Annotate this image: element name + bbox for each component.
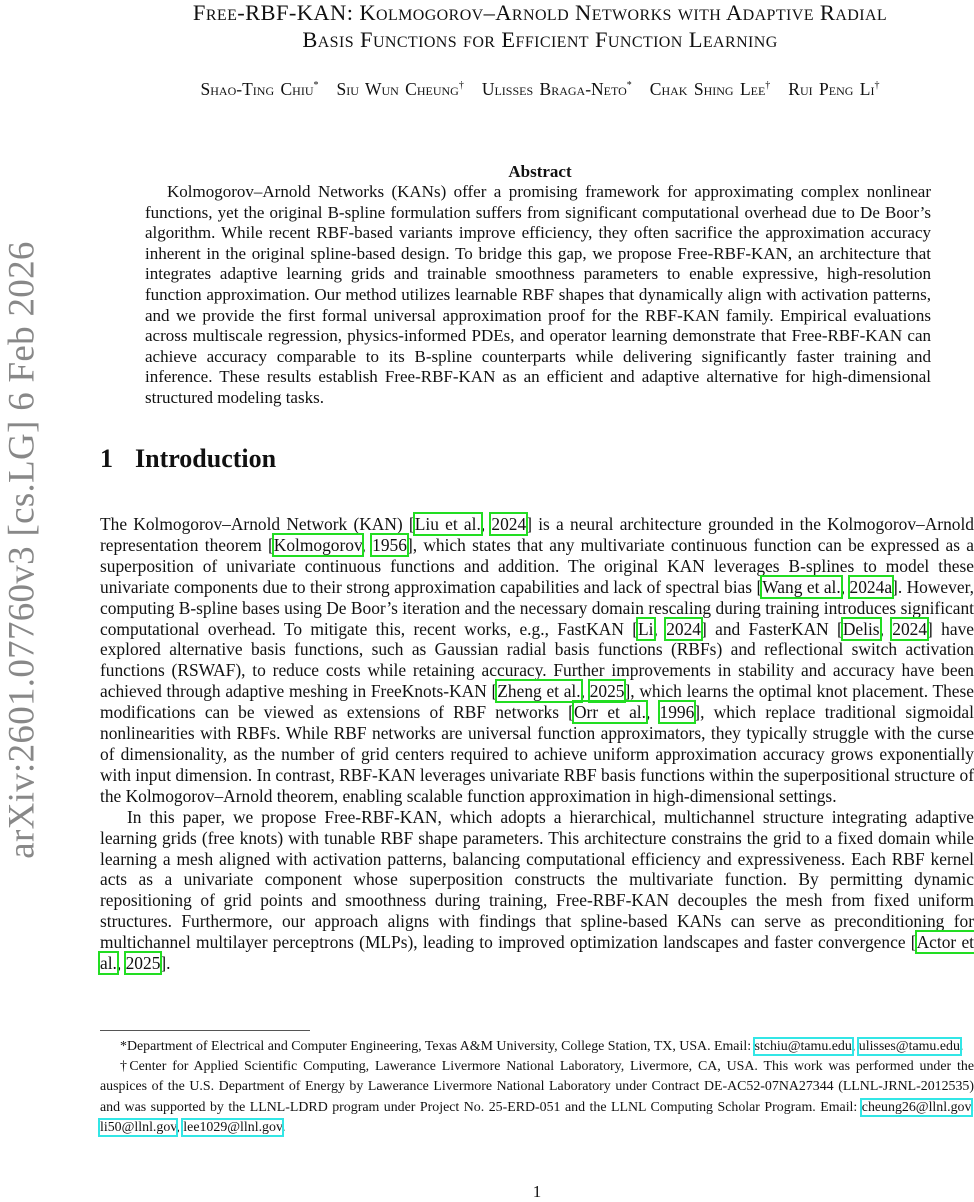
citation-link[interactable]: Orr et al. [573, 702, 646, 723]
email-link[interactable]: stchiu@tamu.edu [754, 1039, 852, 1054]
affiliation-mark: * [626, 80, 632, 92]
text-span: , [116, 953, 126, 974]
introduction-body [100, 514, 974, 974]
email-link[interactable]: lee1029@llnl.gov [183, 1119, 282, 1135]
citation-link[interactable]: 2024 [892, 618, 928, 639]
page-number: 1 [532, 1182, 542, 1201]
citation-link[interactable]: 2024a [849, 576, 893, 597]
text-span: ] have explored alternative basis functions, such as Gaussian radial basis functions (RBFs) and reflectional switch activation functions (RSWAF), to reduce costs while retaining accuracy. Further improvements in stability and accuracy have been achieved through adaptive meshing in FreeKnots-KAN [ [100, 618, 974, 702]
citation-link[interactable]: 2025 [589, 681, 625, 702]
text-span: *Department of Electrical and Computer Engineering, Texas A&M University, College Station, TX, USA. Email: [120, 1039, 755, 1054]
footnote [100, 1037, 974, 1057]
text-span: †Center for Applied Scientific Computing, Lawerance Livermore National Laboratory, Livermore, CA, USA. This work was performed under the auspices of the U.S. Department of Energy by Lawerance Livermore National Laboratory under Contract DE-AC52-07NA27344 (LLNL-JRNL-2012535) and was supported by the LLNL-LDRD program under Project No. 25-ERD-051 and the LLNL Computing Scholar Program. Email: [100, 1059, 974, 1115]
text-span: ], which states that any multivariate continuous function can be expressed as a superposition of univariate continuous functions and addition. The original KAN leverages B-splines to model these univariate components due to their strong approximation capabilities and lack of spectral bias [ [100, 534, 974, 597]
text-span: The Kolmogorov–Arnold Network (KAN) [ [100, 514, 415, 534]
citation-link[interactable]: Liu et al. [414, 514, 481, 534]
citation-link[interactable]: Zheng et al. [497, 681, 581, 702]
paragraph [100, 514, 974, 807]
affiliation-mark: † [874, 80, 880, 92]
citation-link[interactable]: Actor et al. [100, 932, 974, 974]
citation-link[interactable]: 2024 [666, 618, 701, 639]
author [788, 79, 879, 99]
citation-link[interactable]: 1956 [372, 534, 407, 555]
section-title: Introduction [135, 444, 277, 473]
text-span: , [879, 618, 893, 639]
citation-link[interactable]: 1996 [659, 702, 695, 723]
text-span: , [851, 1039, 859, 1054]
section-number: 1 [100, 444, 113, 473]
author [482, 79, 632, 99]
author-name: Ulisses Braga-Neto [481, 79, 627, 99]
affiliation-mark: † [765, 80, 771, 92]
text-span: , [970, 1099, 974, 1115]
author-name: Siu Wun Cheung [336, 79, 459, 99]
author [201, 79, 319, 99]
paper-title [100, 0, 974, 53]
abstract-text: Kolmogorov–Arnold Networks (KANs) offer a promising framework for approximating complex nonlinear functions, yet the original B-spline formulation suffers from significant computational overhead due to De Boor’s algorithm. While recent RBF-based variants improve efficiency, they often sacrifice the approximation accuracy inherent in the original spline-based design. To bridge this gap, we propose Free-RBF-KAN, an architecture that integrates adaptive learning grids and trainable smoothness parameters to enable expressive, high-resolution function approximation. Our method utilizes learnable RBF shapes that dynamically align with activation patterns, and we provide the first formal universal approximation proof for the RBF-KAN family. Empirical evaluations across multiscale regression, physics-informed PDEs, and operator learning demonstrate that Free-RBF-KAN can achieve accuracy comparable to its B-spline counterparts while delivering significantly faster training and inference. These results establish Free-RBF-KAN as an efficient and adaptive alternative for high-dimensional structured modeling tasks. [145, 182, 931, 407]
text-span: . [959, 1039, 964, 1054]
text-span: In this paper, we propose Free-RBF-KAN, which adopts a hierarchical, multichannel structure integrating adaptive learning grids (free knots) with tunable RBF shape parameters. This architecture constrains the grid to a fixed domain while learning a mesh aligned with activation patterns, balancing computational efficiency and expressiveness. Each RBF kernel acts as a univariate component whose superposition constructs the multivariate function. By permitting dynamic repositioning of grid points and smoothness during training, Free-RBF-KAN decouples the mesh from fixed uniform structures. Furthermore, our approach aligns with findings that spline-based KANs can serve as preconditioning for multichannel multilayer perceptrons (MLPs), leading to improved optimization landscapes and faster convergence [ [100, 806, 974, 953]
author [650, 79, 771, 99]
citation-link[interactable]: Wang et al. [762, 576, 841, 597]
text-span: ]. However, computing B-spline bases using De Boor’s iteration and the necessary domain rescaling during training introduces significant computational overhead. To mitigate this, recent works, e.g., FastKAN [ [100, 576, 974, 639]
text-span: ] is a neural architecture grounded in the Kolmogorov–Arnold representation theorem [ [100, 514, 974, 555]
email-link[interactable]: cheung26@llnl.gov [861, 1099, 971, 1115]
citation-link[interactable]: Li [638, 618, 654, 639]
author-name: Shao-Ting Chiu [200, 79, 314, 99]
section-heading [100, 444, 276, 474]
arxiv-stamp: arXiv:2601.07760v3 [cs.LG] 6 Feb 2026 [1, 241, 43, 859]
affiliation-mark: * [313, 80, 319, 92]
text-span: , [176, 1119, 184, 1135]
abstract-heading: Abstract [508, 162, 572, 181]
citation-link[interactable]: Kolmogorov [273, 534, 362, 555]
text-span: , [580, 681, 590, 702]
email-link[interactable]: li50@llnl.gov [100, 1119, 177, 1135]
citation-link[interactable]: 2024 [491, 514, 527, 534]
footnote [100, 1057, 974, 1138]
citation-link[interactable]: Delis [842, 618, 880, 639]
affiliation-mark: † [458, 80, 464, 92]
footnotes [100, 1037, 974, 1138]
text-span: ], which replace traditional sigmoidal nonlinearities with RBFs. While RBF networks are universal function approximators, they typically struggle with the curse of dimensionality, as the number of grid centers required to achieve uniform approximation accuracy grows exponentially with input dimension. In contrast, RBF-KAN leverages univariate RBF basis functions within the superpositional structure of the Kolmogorov–Arnold theorem, enabling scalable function approximation in high-dimensional settings. [100, 702, 974, 806]
author-name: Chak Shing Lee [649, 79, 766, 99]
text-span: , [361, 534, 373, 555]
paragraph [100, 807, 974, 974]
author [336, 79, 463, 99]
text-span: , [653, 618, 667, 639]
title-line-1: Free-RBF-KAN: Kolmogorov–Arnold Networks with Adaptive Radial [192, 0, 888, 25]
footnote-rule [100, 1030, 310, 1031]
title-line-2: Basis Functions for Efficient Function Learning [302, 27, 778, 52]
author-name: Rui Peng Li [788, 79, 875, 99]
text-span: , [840, 576, 850, 597]
text-span: ] and FasterKAN [ [700, 618, 843, 639]
email-link[interactable]: ulisses@tamu.edu [858, 1039, 960, 1054]
text-span: , [480, 514, 492, 534]
text-span: ], which learns the optimal knot placement. These modifications can be viewed as extensions of RBF networks [ [100, 681, 974, 723]
author-list [100, 79, 974, 100]
text-span: . [282, 1119, 286, 1135]
text-span: , [645, 702, 660, 723]
text-span: ]. [160, 953, 171, 974]
citation-link[interactable]: 2025 [125, 953, 161, 974]
